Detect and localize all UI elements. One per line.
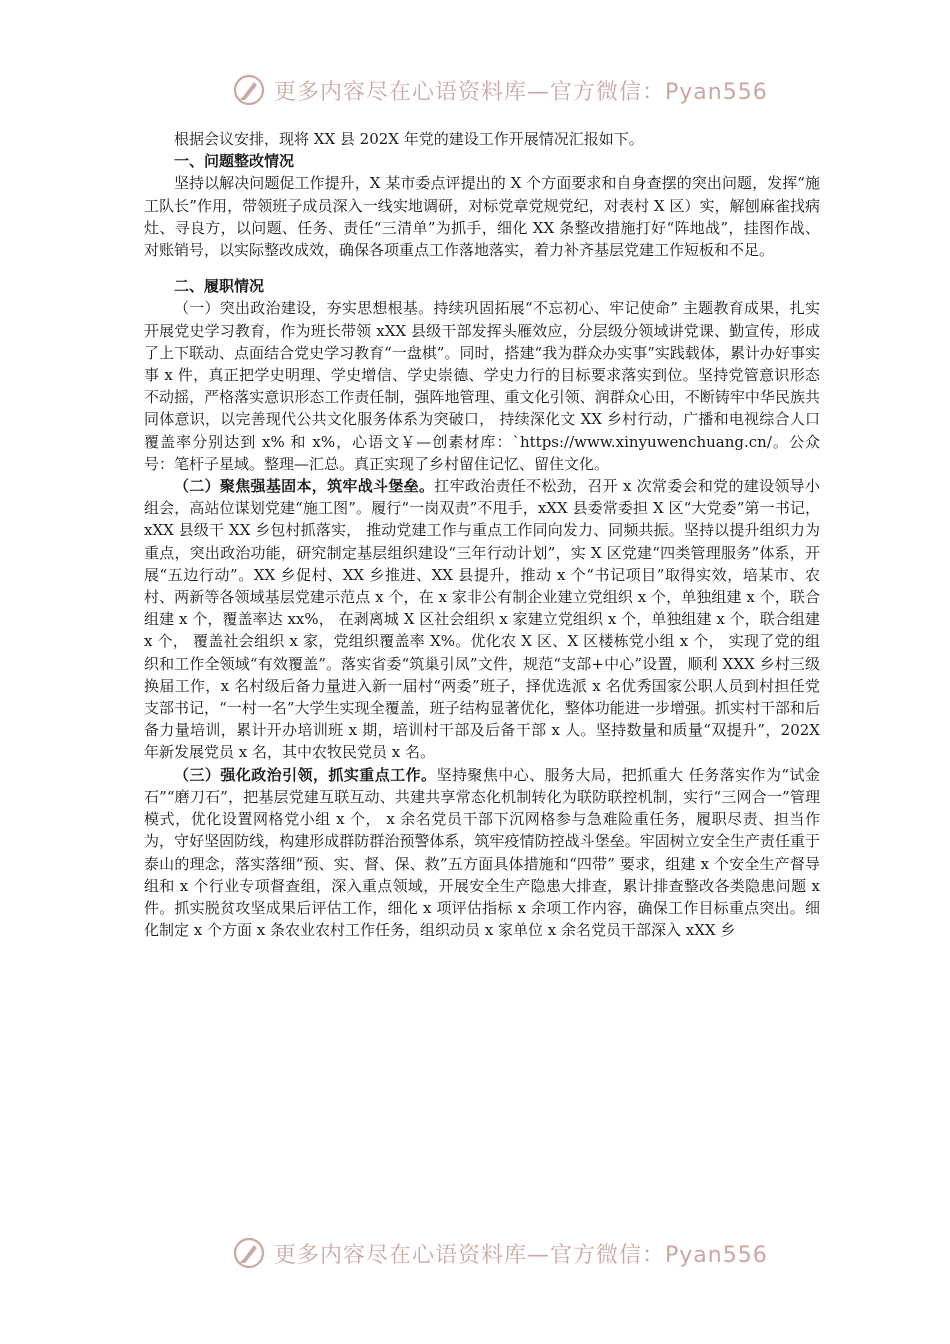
footer-watermark-banner [0, 1233, 950, 1273]
paragraph-key-work [144, 764, 820, 942]
paragraph-political-building: （一）突出政治建设，夯实思想根基。持续巩固拓展“不忘初心、牢记使命” 主题教育成果，扎实开展党史学习教育，作为班长带领 xXX 县级干部发挥头雁效应，分层级分领域讲党课、勤宣传，形成了上下联动、点面结合党史学习教育“一盘棋”。同时，搭建“我为群众办实事”实践载体，累计办好事实事 x 件，真正把学史明理、学史增信、学史崇德、学史力行的目标要求落实到位。坚持党管意识形态不动摇，严格落实意识形态工作责任制，强阵地管理、重文化引领、润群众心田，不断铸牢中华民族共同体意识，以完善现代公共文化服务体系为突破口， 持续深化文 XX 乡村行动，广播和电视综合人口覆盖率分别达到 x% 和 x%，心语文￥—创素材库：`https://www.xinyuwenchuang.cn/。公众号：笔杆子星域。整理—汇总。真正实现了乡村留住记忆、留住文化。 [144, 299, 820, 473]
paragraph-strengthen-foundation [144, 475, 820, 764]
heading-duty-performance: 二、履职情况 [174, 277, 265, 296]
header-watermark-banner [0, 70, 950, 110]
subheading-key-work: （三）强化政治引领，抓实重点工作。 [174, 765, 437, 784]
pen-logo-icon [232, 73, 266, 107]
heading-problem-rectification: 一、问题整改情况 [174, 152, 295, 171]
text-strengthen-foundation: 扛牢政治责任不松劲，召开 x 次常委会和党的建设领导小组会，高站位谋划党建“施工图”。履行“一岗双责”不甩手，xXX 县委常委担 X 区“大党委”第一书记，xXX 县级干 XX 乡包村抓落实， 推动党建工作与重点工作同向发力、同频共振。坚持以提升组织力为重点，突出政治功能，研究制定基层组织建设“三年行动计划”，实 X 区党建“四类管理服务”体系，开展“五边行动”。XX 乡促村、XX 乡推进、XX 县提升，推动 x 个“书记项目”取得实效，培某市、农村、两新等各领域基层党建示范点 x 个，在 x 家非公有制企业建立党组织 x 个，单独组建 x 个，联合组建 x 个，覆盖率达 xx%， 在剥离城 X 区社会组织 x 家建立党组织 x 个，单独组建 x 个，联合组建 x 个， 覆盖社会组织 x 家，党组织覆盖率 X%。优化农 X 区、X 区楼栋党小组 x 个， 实现了党的组织和工作全领域“有效覆盖”。落实省委“筑巢引凤”文件，规范“支部+中心”设置，顺利 XXX 乡村三级换届工作，x 名村级后备力量进入新一届村“两委”班子，择优选派 x 名优秀国家公职人员到村担任党支部书记，“一村一名”大学生实现全覆盖，班子结构显著优化，整体功能进一步增强。抓实村干部和后备力量培训，累计开办培训班 x 期，培训村干部及后备干部 x 人。坚持数量和质量“双提升”，202X 年新发展党员 x 名，其中农牧民党员 x 名。 [144, 477, 820, 762]
paragraph-rectification: 坚持以解决问题促工作提升，X 某市委点评提出的 X 个方面要求和自身查摆的突出问题，发挥“施工队长”作用，带领班子成员深入一线实地调研，对标党章党规党纪，对表村 X 区）实，解刨麻雀找病灶、寻良方，以问题、任务、责任“三清单”为抓手，细化 XX 条整改措施打好“阵地战”，挂图作战、对账销号，以实际整改成效，确保各项重点工作落地落实，着力补齐基层党建工作短板和不足。 [144, 174, 820, 260]
header-watermark-text: 更多内容尽在心语资料库—官方微信：Pyan556 [274, 79, 768, 105]
footer-watermark-text: 更多内容尽在心语资料库—官方微信：Pyan556 [274, 1242, 768, 1268]
pen-logo-icon [232, 1236, 266, 1270]
document-body [144, 128, 820, 941]
text-key-work: 坚持聚焦中心、服务大局，把抓重大 任务落实作为“试金石”“磨刀石”，把基层党建互联互动、共建共享常态化机制转化为联防联控机制，实行“三网合一”管理模式，优化设置网格党小组 x 个， x 余名党员干部下沉网格参与急难险重任务，履职尽责、担当作为，守好坚固防线，构建形成群防群治预警体系，筑牢疫情防控战斗堡垒。牢固树立安全生产责任重于泰山的理念，落实落细“预、实、督、保、救”五方面具体措施和“四带” 要求，组建 x 个安全生产督导组和 x 个行业专项督查组，深入重点领域，开展安全生产隐患大排查，累计排查整改各类隐患问题 x 件。抓实脱贫攻坚成果后评估工作，细化 x 项评估指标 x 余项工作内容，确保工作目标重点突出。细化制定 x 个方面 x 条农业农村工作任务，组织动员 x 家单位 x 余名党员干部深入 xXX 乡 [144, 765, 820, 940]
subheading-strengthen-foundation: （二）聚焦强基固本，筑牢战斗堡垒。 [174, 477, 435, 496]
intro-paragraph: 根据会议安排，现将 XX 县 202X 年党的建设工作开展情况汇报如下。 [174, 130, 644, 148]
